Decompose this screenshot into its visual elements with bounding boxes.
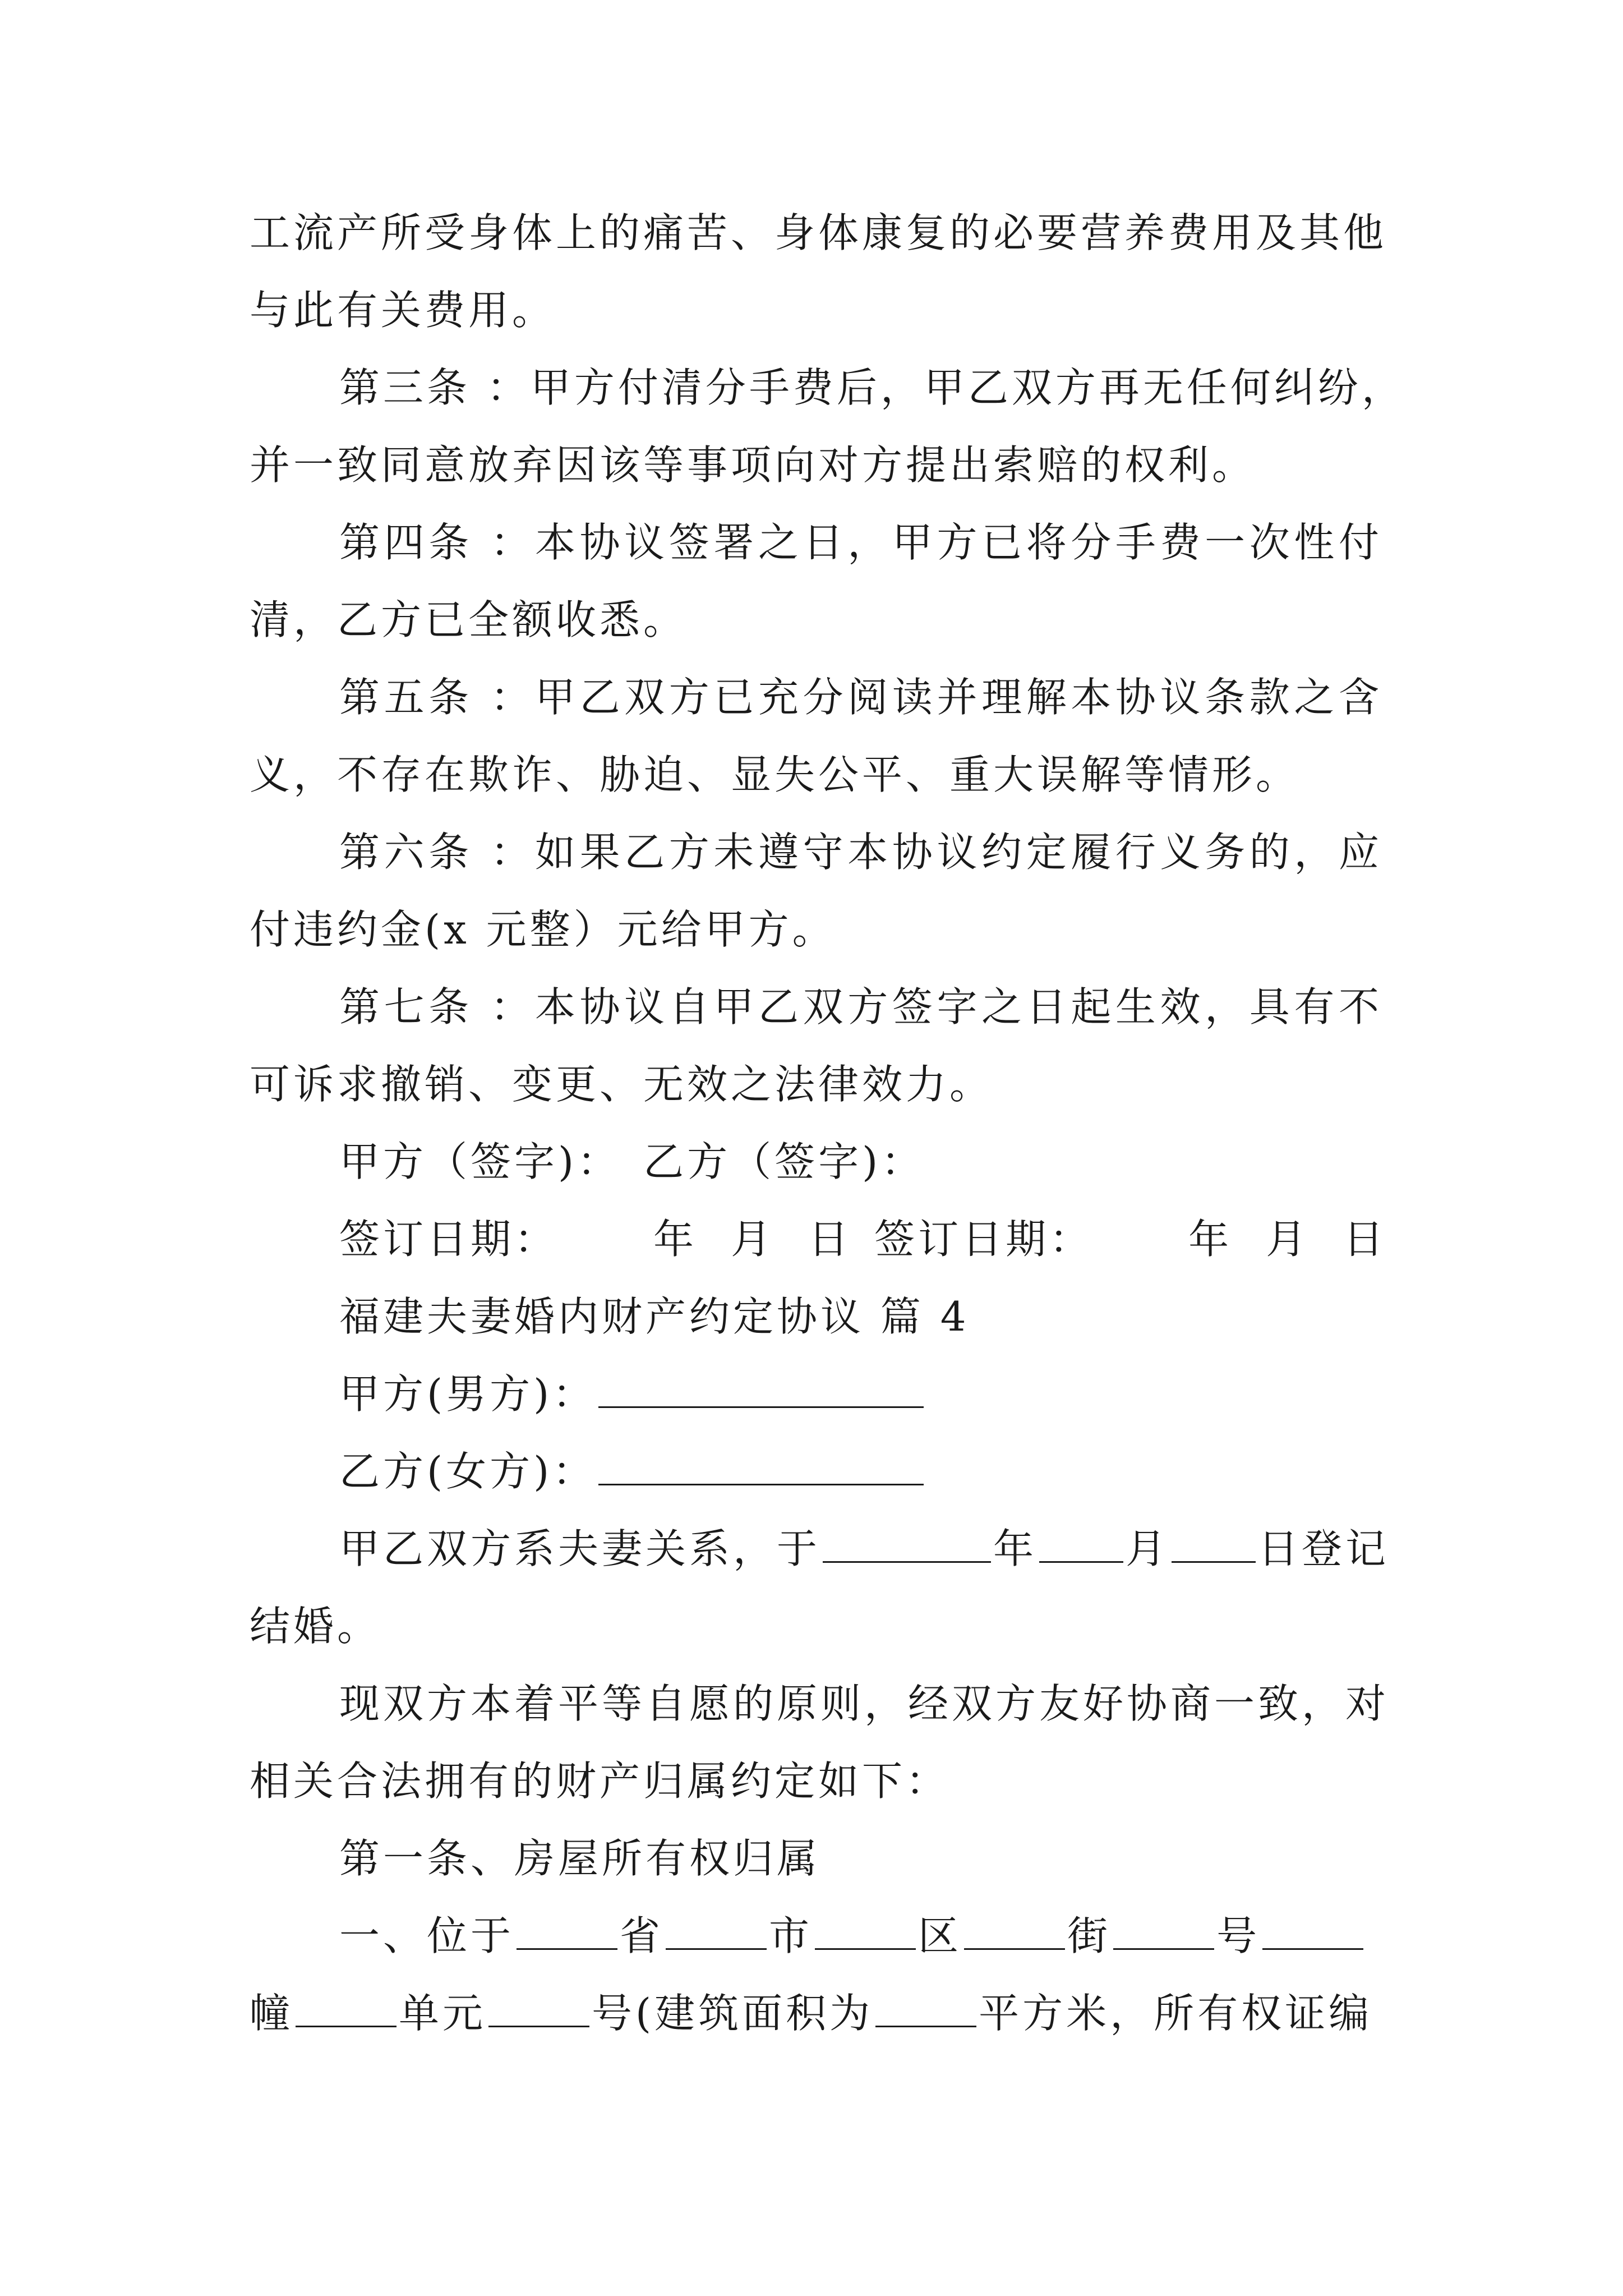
article-6: 第六条 ：如果乙方未遵守本协议约定履行义务的，应 [339,829,1382,876]
number-blank [1113,1915,1214,1950]
party-b-row [339,1438,1472,1505]
article-1-title: 第一条、房屋所有权归属 [339,1835,821,1882]
address-prefix: 一、位于 [339,1912,515,1959]
area-blank [875,1992,976,2027]
paragraph-line: 付违约金(x 元整）元给甲方。 [250,906,836,953]
signing-date-label: 签订日期： [874,1216,1094,1263]
paragraph-line: 可诉求撤销、变更、无效之法律效力。 [250,1061,994,1108]
city-blank [666,1915,767,1950]
signature-row [339,1128,1472,1195]
province-blank [517,1915,617,1950]
paragraph-line: 清，乙方已全额收悉。 [250,596,688,643]
article-7: 第七条 ：本协议自甲乙双方签字之日起生效，具有不 [339,983,1382,1030]
province-label: 省 [620,1912,664,1959]
paragraph-line: 与此有关费用。 [250,287,556,334]
date-month: 月 [1266,1216,1310,1263]
building-label: 幢 [250,1990,294,2037]
signing-date-label: 签订日期： [339,1216,559,1263]
month-blank [1039,1527,1123,1563]
section-title: 福建夫妻婚内财产约定协议 篇 4 [339,1293,970,1340]
paragraph-line: 并一致同意放弃因该等事项向对方提出索赔的权利。 [250,441,1256,489]
day-blank [1172,1527,1256,1563]
article-5: 第五条 ：甲乙双方已充分阅读并理解本协议条款之含 [339,674,1382,721]
city-label: 市 [769,1912,813,1959]
street-blank [964,1915,1065,1950]
year-blank [823,1527,991,1563]
room-blank [488,1992,589,2027]
district-label: 区 [918,1912,962,1959]
marriage-year-label: 年 [993,1525,1038,1572]
marriage-month-label: 月 [1126,1525,1170,1572]
area-label: 平方米，所有权证编 [979,1990,1373,2037]
intro-line: 现双方本着平等自愿的原则，经双方友好协商一致，对 [339,1680,1390,1727]
paragraph-line: 工流产所受身体上的痛苦、身体康复的必要营养费用及其他 [250,209,1387,256]
party-a-blank [598,1373,924,1408]
date-day: 日 [1343,1216,1387,1263]
marriage-date-row [339,1515,1472,1582]
marriage-prefix: 甲乙双方系夫妻关系，于 [339,1525,821,1572]
number-label: 号 [1216,1912,1261,1959]
article-4: 第四条 ：本协议签署之日，甲方已将分手费一次性付 [339,519,1382,566]
party-b-signature-label: 乙方（签字)： [643,1138,925,1185]
address-row [339,1902,1472,1970]
paragraph-line: 结婚。 [250,1603,381,1650]
number-blank-2 [1262,1915,1363,1950]
signing-date-row [339,1205,1472,1273]
party-a-signature-label: 甲方（签字)： [339,1138,621,1185]
marriage-suffix: 日登记 [1258,1525,1390,1572]
unit-label: 单元 [399,1990,487,2037]
date-year: 年 [1188,1216,1233,1263]
party-a-row [339,1360,1472,1428]
date-year: 年 [653,1216,698,1263]
unit-blank [296,1992,396,2027]
address-row-2 [250,1980,1382,2047]
street-label: 街 [1067,1912,1112,1959]
party-b-blank [598,1450,924,1485]
article-3: 第三条 ：甲方付清分手费后，甲乙双方再无任何纠纷， [339,364,1405,411]
date-month: 月 [731,1216,775,1263]
paragraph-line: 义，不存在欺诈、胁迫、显失公平、重大误解等情形。 [250,751,1300,798]
district-blank [815,1915,916,1950]
date-day: 日 [808,1216,852,1263]
intro-line: 相关合法拥有的财产归属约定如下： [250,1757,950,1805]
party-b-label: 乙方(女方)： [339,1448,597,1495]
party-a-label: 甲方(男方)： [339,1370,597,1418]
room-label: 号(建筑面积为 [592,1990,874,2037]
